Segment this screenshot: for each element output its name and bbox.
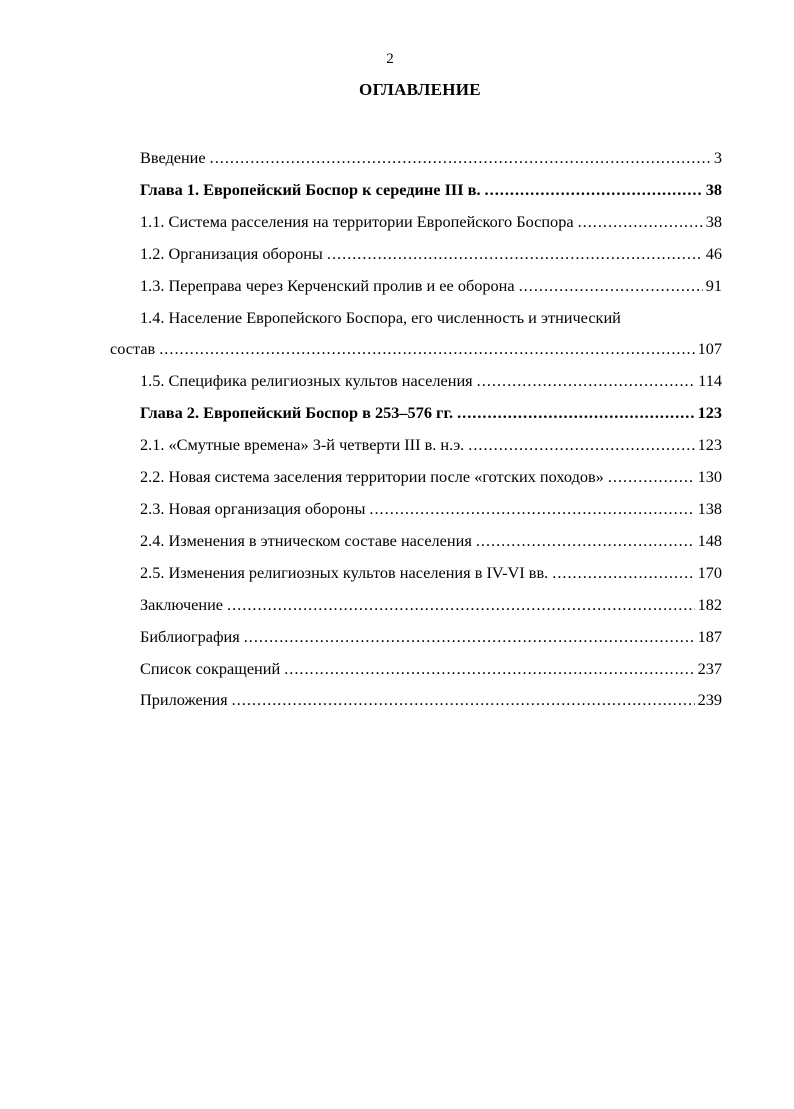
toc-entry-label: 2.1. «Смутные времена» 3-й четверти III в. н.э. xyxy=(140,435,465,455)
toc-leader-dots xyxy=(477,365,696,397)
toc-entry-page: 182 xyxy=(697,594,722,614)
toc-entry-page: 170 xyxy=(697,562,722,582)
toc-entry-section-2-1 xyxy=(110,429,722,461)
page-title: ОГЛАВЛЕНИЕ xyxy=(359,80,481,99)
toc-entry-label: Библиография xyxy=(140,626,240,646)
toc-leader-dots xyxy=(578,206,703,238)
toc-entry-label: 2.3. Новая организация обороны xyxy=(140,498,366,518)
toc-entry-section-1-3 xyxy=(110,270,722,302)
toc-entry-label: 2.4. Изменения в этническом составе населения xyxy=(140,530,472,550)
toc-entry-conclusion xyxy=(110,589,722,621)
toc-leader-dots xyxy=(457,397,695,429)
toc-entry-page: 130 xyxy=(697,467,722,487)
toc-entry-bibliography xyxy=(110,621,722,653)
toc-leader-dots xyxy=(485,174,703,206)
toc-entry-label: 1.3. Переправа через Керченский пролив и ее оборона xyxy=(140,275,515,295)
toc-entry-label: 1.1. Система расселения на территории Европейского Боспора xyxy=(140,211,574,231)
toc-leader-dots xyxy=(227,589,695,621)
toc-entry-chapter-1 xyxy=(110,174,722,206)
toc-leader-dots xyxy=(369,493,694,525)
toc-entry-label: 2.2. Новая система заселения территории после «готских походов» xyxy=(140,467,604,487)
toc-entry-section-1-4-line1: 1.4. Население Европейского Боспора, его численность и этнический xyxy=(140,307,621,327)
toc-entry-section-1-4-line2 xyxy=(110,333,722,365)
toc-leader-dots xyxy=(284,653,694,685)
toc-entry-label: 2.5. Изменения религиозных культов населения в IV-VI вв. xyxy=(140,562,549,582)
toc-entry-appendices xyxy=(110,684,722,716)
toc-entry-label: Глава 2. Европейский Боспор в 253–576 гг. xyxy=(140,403,454,423)
toc-leader-dots xyxy=(327,238,703,270)
toc-leader-dots xyxy=(476,525,695,557)
toc-entry-label: Список сокращений xyxy=(140,658,281,678)
toc-entry-page: 107 xyxy=(697,339,722,359)
toc-entry-page: 46 xyxy=(705,243,722,263)
toc-entry-page: 123 xyxy=(697,435,722,455)
toc-entry-label: Глава 1. Европейский Боспор к середине III в. xyxy=(140,179,481,199)
toc-entry-page: 239 xyxy=(697,690,722,710)
toc-entry-abbreviations xyxy=(110,653,722,685)
toc-entry-page: 38 xyxy=(705,211,722,231)
toc-entry-section-1-2 xyxy=(110,238,722,270)
toc-entry-page: 114 xyxy=(698,371,722,391)
toc-entry-label: состав xyxy=(110,339,156,359)
toc-leader-dots xyxy=(210,142,711,174)
toc-entry-page: 123 xyxy=(697,403,722,423)
toc-entry-section-2-5 xyxy=(110,557,722,589)
toc-entry-page: 91 xyxy=(705,275,722,295)
toc-leader-dots xyxy=(232,684,695,716)
toc-entry-label: Заключение xyxy=(140,594,224,614)
toc-leader-dots xyxy=(468,429,694,461)
toc-entry-page: 237 xyxy=(697,658,722,678)
toc-entry-section-1-5 xyxy=(110,365,722,397)
toc-entry-label: Введение xyxy=(140,148,206,167)
toc-leader-dots xyxy=(159,333,694,365)
toc-entry-label: Приложения xyxy=(140,690,228,710)
table-of-contents xyxy=(110,142,722,716)
toc-entry-page: 138 xyxy=(697,498,722,518)
toc-entry-label: 1.2. Организация обороны xyxy=(140,243,323,263)
toc-entry-page: 187 xyxy=(697,626,722,646)
toc-entry-page: 38 xyxy=(705,179,722,199)
toc-entry-intro xyxy=(110,142,722,174)
toc-entry-label: 1.5. Специфика религиозных культов населения xyxy=(140,371,473,391)
toc-leader-dots xyxy=(519,270,703,302)
page-number: 2 xyxy=(386,51,394,67)
toc-leader-dots xyxy=(552,557,694,589)
toc-entry-section-1-1 xyxy=(110,206,722,238)
toc-leader-dots xyxy=(244,621,695,653)
toc-entry-section-2-4 xyxy=(110,525,722,557)
toc-entry-section-2-3 xyxy=(110,493,722,525)
toc-entry-section-2-2 xyxy=(110,461,722,493)
toc-leader-dots xyxy=(608,461,695,493)
toc-entry-page: 3 xyxy=(713,148,722,167)
toc-entry-chapter-2 xyxy=(110,397,722,429)
toc-entry-page: 148 xyxy=(697,530,722,550)
